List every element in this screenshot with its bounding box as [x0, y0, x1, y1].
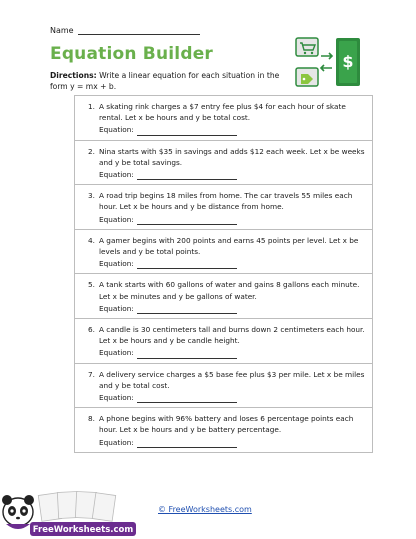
problem-item	[75, 274, 372, 319]
page-title: Equation Builder	[50, 44, 214, 64]
problem-item	[75, 408, 372, 452]
equation-label: Equation:	[99, 348, 134, 358]
equation-answer-field[interactable]	[137, 260, 237, 269]
equation-label: Equation:	[99, 170, 134, 180]
swap-arrows-icon	[321, 53, 332, 71]
problem-number: 6.	[88, 325, 95, 335]
problem-body	[99, 324, 366, 359]
problem-number: 5.	[88, 280, 95, 290]
equation-row	[99, 258, 366, 269]
problem-number: 2.	[88, 146, 95, 156]
problem-text: Nina starts with $35 in savings and adds $12 each week. Let x be weeks and y be total savings.	[99, 146, 365, 167]
price-tag-icon	[296, 68, 318, 86]
problem-number: 4.	[88, 235, 95, 245]
directions	[50, 70, 285, 92]
problem-number: 8.	[88, 414, 95, 424]
equation-label: Equation:	[99, 259, 134, 269]
problem-item	[75, 230, 372, 275]
problem-body	[99, 190, 366, 225]
equation-label: Equation:	[99, 125, 134, 135]
problem-text: A road trip begins 18 miles from home. The car travels 55 miles each hour. Let x be hours and y be distance from home.	[99, 191, 353, 212]
problem-item	[75, 96, 372, 141]
problem-item	[75, 185, 372, 230]
problem-text: A delivery service charges a $5 base fee plus $3 per mile. Let x be miles and y be total cost.	[99, 369, 365, 390]
equation-row	[99, 214, 366, 225]
equation-row	[99, 347, 366, 358]
problem-body	[99, 413, 366, 448]
equation-answer-field[interactable]	[137, 216, 237, 225]
equation-row	[99, 437, 366, 448]
problem-list	[74, 95, 373, 453]
equation-answer-field[interactable]	[137, 127, 237, 136]
problem-text: A candle is 30 centimeters tall and burns down 2 centimeters each hour. Let x be hours and y be candle height.	[99, 325, 365, 346]
problem-text: A phone begins with 96% battery and loses 6 percentage points each hour. Let x be hours and y be battery percentage.	[99, 414, 354, 435]
problem-number: 7.	[88, 369, 95, 379]
footer-logo	[0, 484, 140, 539]
problem-text: A skating rink charges a $7 entry fee plus $4 for each hour of skate rental. Let x be hours and y be total cost.	[99, 102, 346, 123]
problem-number: 1.	[88, 102, 95, 111]
equation-label: Equation:	[99, 393, 134, 403]
name-field[interactable]	[78, 26, 200, 35]
panda-mascot-icon	[2, 495, 34, 529]
equation-answer-field[interactable]	[137, 305, 237, 314]
problem-body	[99, 101, 366, 136]
equation-row	[99, 392, 366, 403]
equation-answer-field[interactable]	[137, 171, 237, 180]
equation-row	[99, 303, 366, 314]
name-row	[50, 26, 200, 35]
equation-answer-field[interactable]	[137, 394, 237, 403]
directions-label: Directions:	[50, 71, 97, 80]
dollar-symbol: $	[342, 52, 354, 71]
equation-row	[99, 124, 366, 135]
problem-item	[75, 319, 372, 364]
problem-body	[99, 146, 366, 181]
problem-body	[99, 235, 366, 270]
equation-label: Equation:	[99, 214, 134, 224]
equation-answer-field[interactable]	[137, 439, 237, 448]
problem-item	[75, 364, 372, 409]
footer-link[interactable]: © FreeWorksheets.com	[158, 505, 252, 514]
equation-label: Equation:	[99, 303, 134, 313]
equation-label: Equation:	[99, 437, 134, 447]
problem-body	[99, 279, 366, 314]
header-illustration	[294, 36, 364, 90]
problem-number: 3.	[88, 191, 95, 201]
equation-row	[99, 169, 366, 180]
equation-answer-field[interactable]	[137, 350, 237, 359]
logo-text: FreeWorksheets.com	[32, 525, 134, 535]
directions-text: Write a linear equation for each situation in the form y = mx + b.	[50, 71, 280, 91]
worksheet-stack-icon	[38, 491, 115, 521]
shopping-cart-icon	[296, 38, 318, 56]
dollar-sign-icon	[336, 38, 360, 86]
problem-text: A gamer begins with 200 points and earns 45 points per level. Let x be levels and y be total points.	[99, 235, 359, 257]
problem-item	[75, 141, 372, 186]
name-label: Name	[50, 26, 74, 35]
problem-body	[99, 369, 366, 404]
problem-text: A tank starts with 60 gallons of water and gains 8 gallons each minute. Let x be minutes and y be gallons of water.	[99, 280, 360, 301]
